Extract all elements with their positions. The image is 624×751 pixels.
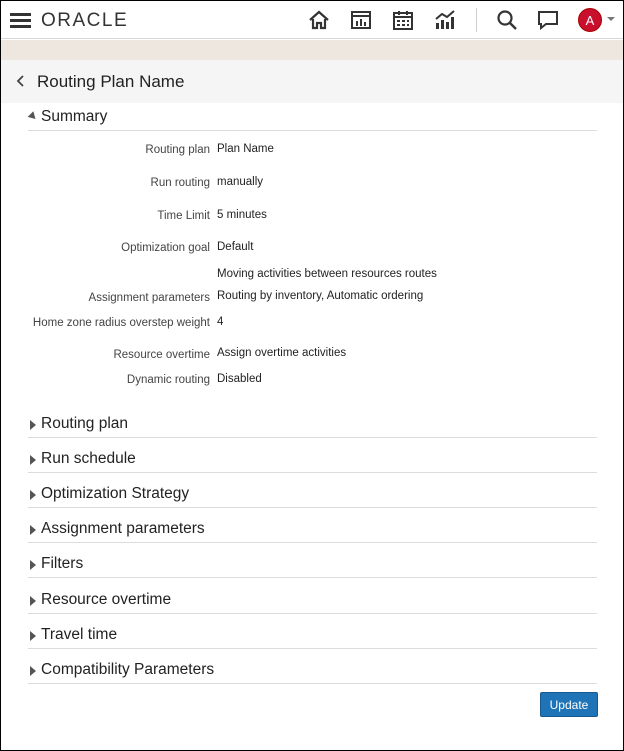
section-title: Routing plan: [41, 415, 129, 432]
toolbar-divider: [476, 8, 477, 32]
expand-triangle-icon: [30, 420, 36, 430]
collapse-triangle-icon: [28, 111, 39, 122]
section-optimization-strategy[interactable]: [28, 482, 597, 508]
expand-triangle-icon: [30, 666, 36, 676]
expand-triangle-icon: [30, 631, 36, 641]
page-title: Routing Plan Name: [37, 72, 185, 91]
summary-label: Routing plan: [145, 144, 210, 156]
chevron-down-icon[interactable]: [607, 17, 615, 21]
section-assignment-parameters[interactable]: [28, 517, 597, 543]
update-button[interactable]: Update: [540, 692, 598, 717]
top-bar: [1, 1, 623, 39]
section-resource-overtime[interactable]: [28, 588, 597, 614]
reports-chart-icon[interactable]: [433, 8, 457, 32]
section-run-schedule[interactable]: [28, 447, 597, 473]
section-filters[interactable]: [28, 552, 597, 578]
summary-value: manually: [217, 176, 264, 188]
summary-label: Time Limit: [157, 210, 210, 222]
back-chevron-icon[interactable]: [15, 75, 27, 87]
expand-triangle-icon: [30, 596, 36, 606]
search-icon[interactable]: [495, 8, 519, 32]
expand-triangle-icon: [30, 525, 36, 535]
expand-triangle-icon: [30, 455, 36, 465]
expand-triangle-icon: [30, 490, 36, 500]
summary-value: Assign overtime activities: [217, 347, 347, 359]
summary-value: Moving activities between resources routes: [217, 268, 437, 280]
expand-triangle-icon: [30, 560, 36, 570]
summary-label: Run routing: [150, 177, 210, 189]
section-title: Optimization Strategy: [41, 485, 190, 502]
section-travel-time[interactable]: [28, 623, 597, 649]
section-title: Run schedule: [41, 450, 136, 467]
section-summary[interactable]: [28, 105, 597, 131]
oracle-logo: ORACLE: [41, 10, 129, 31]
section-routing-plan[interactable]: [28, 412, 597, 438]
chat-icon[interactable]: [536, 8, 560, 32]
section-compatibility-parameters[interactable]: [28, 658, 597, 684]
dashboard-icon[interactable]: [349, 8, 373, 32]
summary-label: Resource overtime: [113, 349, 210, 361]
summary-value: Default: [217, 241, 254, 253]
section-title: Summary: [41, 108, 108, 125]
summary-value: Disabled: [217, 373, 262, 385]
menu-icon[interactable]: [10, 13, 31, 29]
summary-value: Plan Name: [217, 143, 274, 155]
section-title: Assignment parameters: [41, 520, 205, 537]
summary-label: Assignment parameters: [88, 292, 210, 304]
summary-label: Optimization goal: [121, 242, 210, 254]
summary-value: Routing by inventory, Automatic ordering: [217, 290, 424, 302]
calendar-icon[interactable]: [391, 8, 415, 32]
summary-value: 5 minutes: [217, 209, 267, 221]
avatar[interactable]: A: [578, 8, 602, 32]
notification-banner: [1, 40, 623, 60]
section-title: Travel time: [41, 626, 118, 643]
summary-label: Home zone radius overstep weight: [32, 317, 210, 329]
home-icon[interactable]: [307, 8, 331, 32]
section-title: Resource overtime: [41, 591, 172, 608]
section-title: Filters: [41, 555, 84, 572]
summary-label: Dynamic routing: [126, 374, 210, 386]
section-title: Compatibility Parameters: [41, 661, 215, 678]
summary-value: 4: [217, 316, 224, 328]
